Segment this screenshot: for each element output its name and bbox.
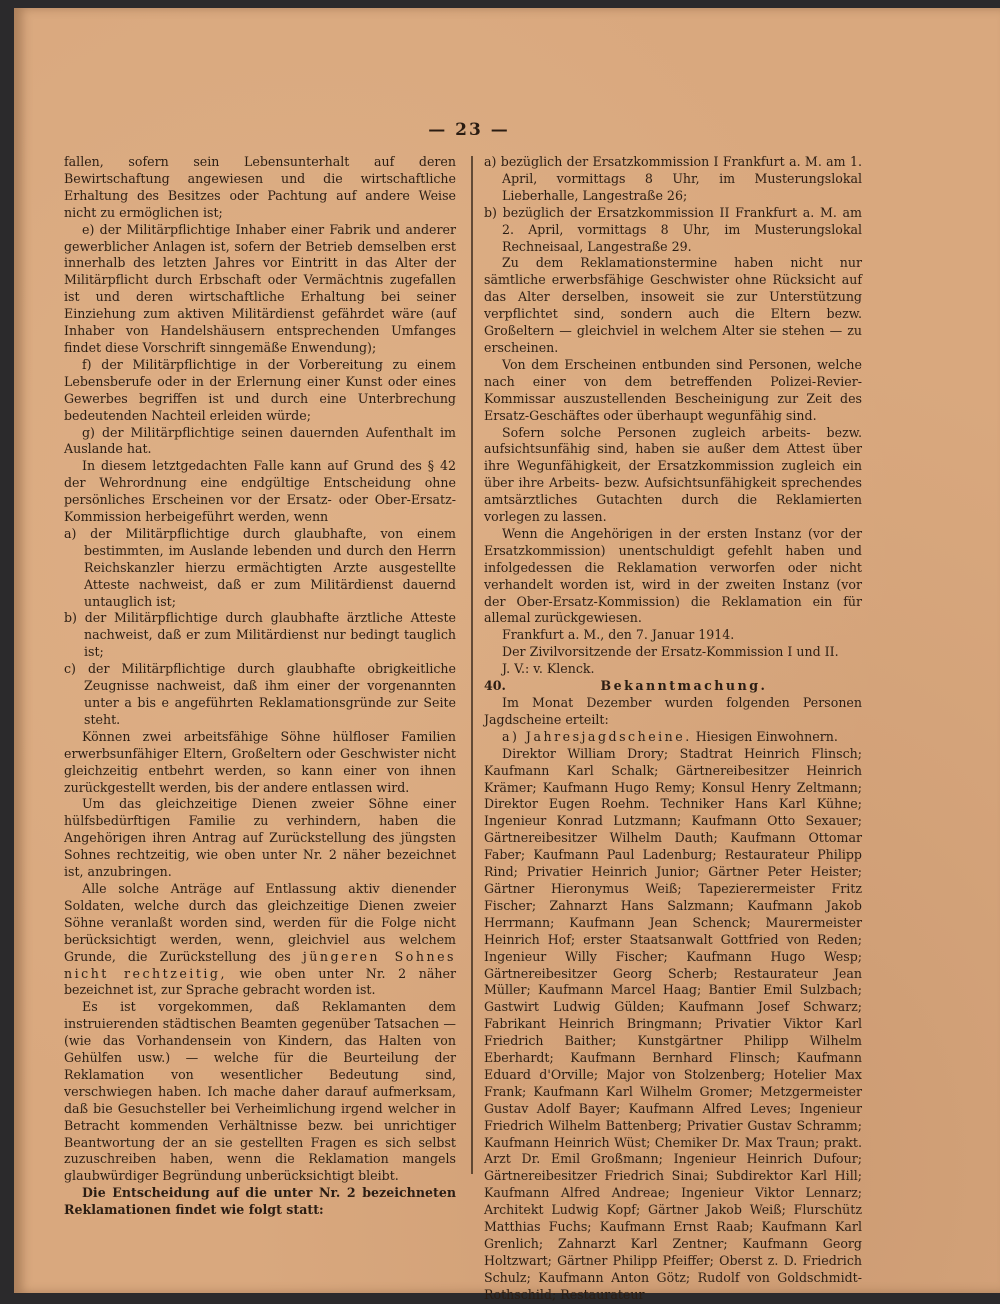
list-item: a) der Militärpflichtige durch glaubhafte, von einem bestimmten, im Auslande lebenden und durch den Herrn Reichskanzler hierzu ermächtigten Arzte ausgestellte Atteste nachweist, daß er zum Militärdienst dauernd untauglich ist; xyxy=(64,525,456,609)
subheading xyxy=(484,729,862,746)
paragraph-text: wie oben unter Nr. 2 näher bezeichnet ist, zur Sprache gebracht worden ist. xyxy=(64,965,456,998)
list-item: b) bezüglich der Ersatzkommission II Frankfurt a. M. am 2. April, vormittags 8 Uhr, im Musterungslokal Rechneisaal, Langestraße 29. xyxy=(484,204,862,254)
subheading-text: Hiesigen Einwohnern. xyxy=(695,728,838,744)
paragraph: Zu dem Reklamationstermine haben nicht nur sämtliche erwerbsfähige Geschwister ohne Rücksicht auf das Alter derselben, insoweit sie zur Unterstützung verpflichtet sind, sondern auch die Eltern bezw. Großeltern — gleichviel in welchem Alter sie stehen — zu erscheinen. xyxy=(484,255,862,355)
date-line: Frankfurt a. M., den 7. Januar 1914. xyxy=(502,627,735,643)
paragraph: Es ist vorgekommen, daß Reklamanten dem instruierenden städtischen Beamten gegenüber Tatsachen — (wie das Vorhandensein von Kindern, das Halten von Gehülfen usw.) — welche für die Beurteilung der Reklamation von wesentlicher Bedeutung sind, verschwiegen haben. Ich mache daher darauf aufmerksam, daß bie Gesuchsteller bei Verheimlichung irgend welcher in Betracht kommenden Verhältnisse bezw. bei unrichtiger Beantwortung der an sie gestellten Fragen es sich selbst zuzuschreiben haben, wenn die Reklamation mangels glaubwürdiger Begründung unberücksichtigt bleibt. xyxy=(64,999,456,1184)
paragraph: Wenn die Angehörigen in der ersten Instanz (vor der Ersatzkommission) unentschuldigt gefehlt haben und infolgedessen die Reklamation verworfen oder nicht verhandelt worden ist, wird in der zweiten Instanz (vor der Ober-Ersatz-Kommission) die Reklamation ein für allemal zurückgewiesen. xyxy=(484,525,862,626)
paragraph: fallen, sofern sein Lebensunterhalt auf deren Bewirtschaftung angewiesen und die wirtschaftliche Erhaltung des Besitzes oder Pachtung auf andere Weise nicht zu ermöglichen ist; xyxy=(64,154,456,220)
signature-name: J. V.: v. Klenck. xyxy=(502,661,595,677)
right-column xyxy=(484,154,862,1304)
paragraph: Sofern solche Personen zugleich arbeits- bezw. aufsichtsunfähig sind, haben sie außer dem Attest über ihre Wegunfähigkeit, der Ersatzkommission zugleich ein über ihre Arbeits- bezw. Aufsichtsunfähigkeit sprechendes amtsärztliches Gutachten durch die Reklamierten vorlegen zu lassen. xyxy=(484,424,862,525)
list-item: a) bezüglich der Ersatzkommission I Frankfurt a. M. am 1. April, vormittags 8 Uhr, im Musterungslokal Lieberhalle, Langestraße 26; xyxy=(484,154,862,203)
list-item: b) der Militärpflichtige durch glaubhafte ärztliche Atteste nachweist, daß er zum Militärdienst nur bedingt tauglich ist; xyxy=(64,610,456,660)
paragraph: Die Entscheidung auf die unter Nr. 2 bezeichneten Reklamationen findet wie folgt statt: xyxy=(64,1185,456,1218)
subheading-label: a) Jahresjagdscheine. xyxy=(502,728,692,744)
section-title: Bekanntmachung. xyxy=(600,678,768,694)
left-column xyxy=(64,154,456,1219)
paragraph: f) der Militärpflichtige in der Vorbereitung zu einem Lebensberufe oder in der Erlernung einer Kunst oder eines Gewerbes begriffen ist und durch eine Unterbrechung bedeutenden Nachteil erleiden würde; xyxy=(64,356,456,423)
paragraph: Können zwei arbeitsfähige Söhne hülfloser Familien erwerbsunfähiger Eltern, Großeltern oder Geschwister nicht gleichzeitig entbehrt werden, so kann einer von ihnen zurückgestellt werden, bis der andere entlassen wird. xyxy=(64,728,456,795)
paragraph: e) der Militärpflichtige Inhaber einer Fabrik und anderer gewerblicher Anlagen ist, sofern der Betrieb demselben erst innerhalb des letzten Jahres vor Eintritt in das Alter der Militärpflicht durch Erbschaft oder Vermächtnis zugefallen ist und deren wirtschaftliche Erhaltung bei seiner Einziehung zum aktiven Militärdienst gefährdet wäre (auf Inhaber von Handelshäusern entsprechenden Umfanges findet diese Vorschrift sinngemäße Enwendung); xyxy=(64,221,456,355)
paragraph: Um das gleichzeitige Dienen zweier Söhne einer hülfsbedürftigen Familie zu verhindern, haben die Angehörigen ihren Antrag auf Zurückstellung des jüngsten Sohnes rechtzeitig, wie oben unter Nr. 2 näher bezeichnet ist, anzubringen. xyxy=(64,796,456,880)
signature-line: Der Zivilvorsitzende der Ersatz-Kommission I und II. xyxy=(502,644,839,660)
document-page xyxy=(14,8,1000,1302)
name-list: Direktor William Drory; Stadtrat Heinrich Flinsch; Kaufmann Karl Schalk; Gärtnereibesitzer Heinrich Krämer; Kaufmann Hugo Remy; Konsul Henry Zeltmann; Direktor Eugen Roehm. Techniker Hans Karl Kühne; Ingenieur Konrad Lutzmann; Kaufmann Otto Sexauer; Gärtnereibesitzer Wilhelm Dauth; Kaufmann Ottomar Faber; Kaufmann Paul Ladenburg; Restaurateur Philipp Rind; Privatier Heinrich Junior; Gärtner Peter Heister; Gärtner Hieronymus Weiß; Tapezierermeister Fritz Fischer; Zahnarzt Hans Salzmann; Kaufmann Jakob Herrmann; Kaufmann Jean Schenck; Maurermeister Heinrich Hof; erster Staatsanwalt Gottfried von Reden; Ingenieur Willy Fischer; Kaufmann Hugo Wesp; Gärtnereibesitzer Georg Scherb; Restaurateur Jean Müller; Kaufmann Marcel Haag; Bantier Emil Sulzbach; Gastwirt Ludwig Gülden; Kaufmann Josef Schwarz; Fabrikant Heinrich Bringmann; Privatier Viktor Karl Friedrich Baither; Kunstgärtner Philipp Wilhelm Eberhardt; Kaufmann Bernhard Flinsch; Kaufmann Eduard d'Orville; Major von Stolzenberg; Hotelier Max Frank; Kaufmann Karl Wilhelm Gromer; Metzgermeister Gustav Adolf Bayer; Kaufmann Alfred Leves; Ingenieur Friedrich Wilhelm Battenberg; Privatier Gustav Schramm; Kaufmann Heinrich Wüst; Chemiker Dr. Max Traun; prakt. Arzt Dr. Emil Großmann; Ingenieur Heinrich Dufour; Gärtnereibesitzer Friedrich Sinai; Subdirektor Karl Hill; Kaufmann Alfred Andreae; Ingenieur Viktor Lennarz; Architekt Ludwig Kopf; Gärtner Jakob Weiß; Flurschütz Matthias Fuchs; Kaufmann Ernst Raab; Kaufmann Karl Grenlich; Zahnarzt Karl Zentner; Kaufmann Georg Holtzwart; Gärtner Philipp Pfeiffer; Oberst z. D. Friedrich Schulz; Kaufmann Anton Götz; Rudolf von Goldschmidt-Rothschild; Restaurateur xyxy=(484,745,862,1302)
paragraph-text: Alle solche Anträge auf Entlassung aktiv dienender Soldaten, welche durch das gleichzeitige Dienen zweier Söhne veranlaßt worden sind, werden für die Folge nicht berücksichtigt werden, wenn, gleichviel aus welchem Grunde, die Zurückstellung des xyxy=(64,880,456,964)
emphasis-text: jüngeren Sohnes nicht rechtzeitig, xyxy=(64,948,457,981)
column-divider xyxy=(471,156,473,1174)
list-item: c) der Militärpflichtige durch glaubhafte obrigkeitliche Zeugnisse nachweist, daß ihm einer der vorgenannten unter a bis e angeführten Reklamationsgründe zur Seite steht. xyxy=(64,661,456,727)
page-number: — 23 — xyxy=(428,120,510,140)
section-heading xyxy=(484,678,862,695)
section-number: 40. xyxy=(484,678,506,694)
paragraph: Im Monat Dezember wurden folgenden Personen Jagdscheine erteilt: xyxy=(484,695,862,727)
paragraph: In diesem letztgedachten Falle kann auf Grund des § 42 der Wehrordnung eine endgültige Entscheidung ohne persönliches Erscheinen vor der Ersatz- oder Ober-Ersatz-Kommission herbeigeführt werden, wenn xyxy=(64,458,456,525)
paragraph: Von dem Erscheinen entbunden sind Personen, welche nach einer von dem betreffenden Polizei-Revier-Kommissar auszustellenden Bescheinigung zur Zeit des Ersatz-Geschäftes oder überhaupt wegunfähig sind. xyxy=(484,356,862,423)
paragraph xyxy=(64,881,456,999)
paragraph: g) der Militärpflichtige seinen dauernden Aufenthalt im Auslande hat. xyxy=(64,424,456,457)
